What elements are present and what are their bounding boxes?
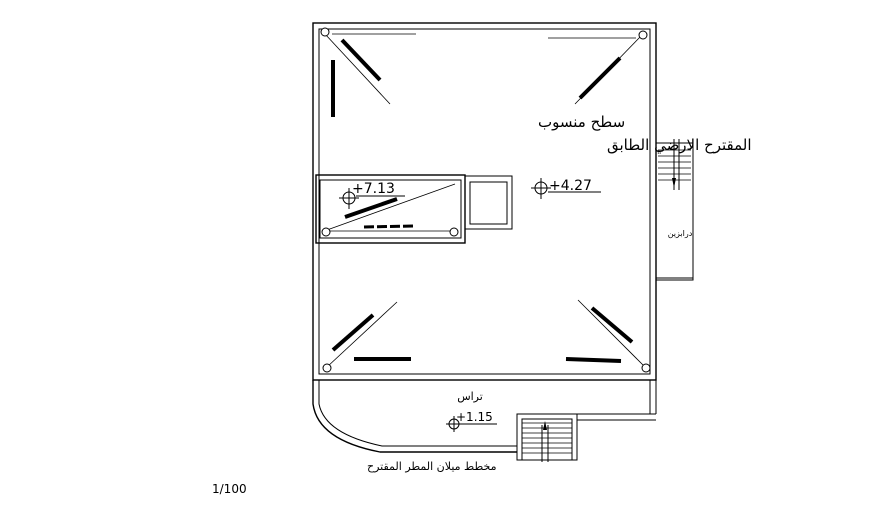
level-main-text: +4.27 [549,178,592,194]
upper-roof-box [316,175,512,243]
plan-scale: 1/100 [212,482,247,496]
level-terrace-text: +1.15 [456,410,493,424]
entrance-stair [517,414,577,462]
terrace-label: تراس [457,390,483,403]
roof-title-line1: سطح منسوب [538,113,626,131]
side-stair [656,139,693,280]
side-stair-label: درابزين [667,229,693,238]
drain-marks [333,40,632,361]
level-upper-text: +7.13 [352,181,395,197]
parapet-lines [332,34,636,38]
plan-caption: مخطط ميلان المطر المقترح [367,460,497,473]
roof-title-line2: المقترح الارضي الطابق [607,136,752,154]
